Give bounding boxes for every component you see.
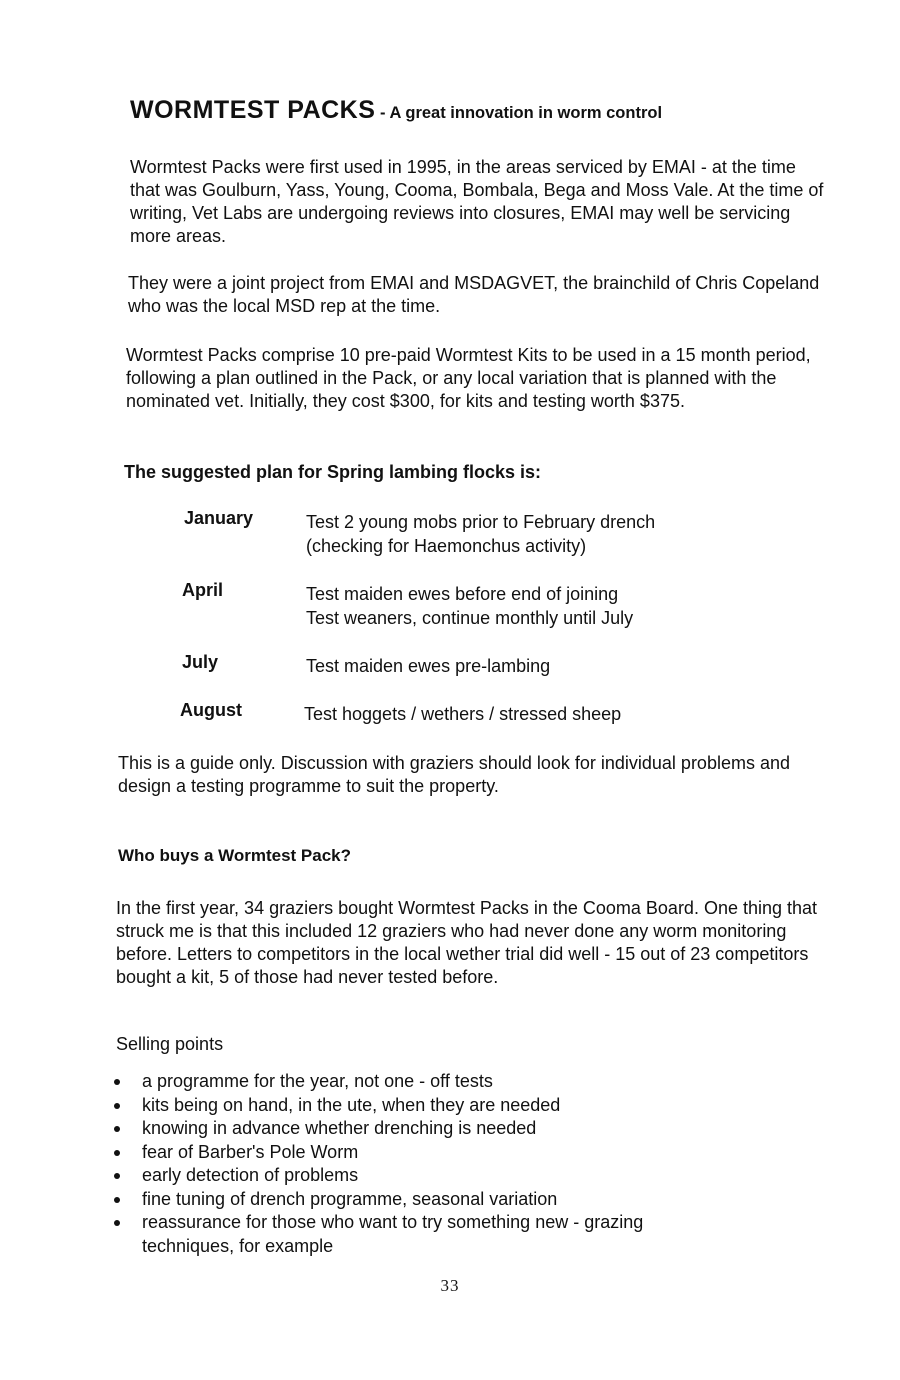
plan-description-line: Test weaners, continue monthly until July bbox=[306, 608, 634, 628]
list-item-text: a programme for the year, not one - off tests bbox=[142, 1071, 493, 1091]
list-item-text: fear of Barber's Pole Worm bbox=[142, 1141, 359, 1162]
plan-month: August bbox=[180, 700, 242, 720]
list-item-text: early detection of problems bbox=[142, 1165, 359, 1185]
plan-month: April bbox=[182, 580, 224, 600]
list-item bbox=[110, 1188, 790, 1212]
selling-points-list bbox=[110, 1070, 790, 1258]
bullet-icon bbox=[114, 1220, 120, 1226]
intro-paragraph-2: They were a joint project from EMAI and MSDAGVET, the brainchild of Chris Copeland who was the local MSD rep at the time. bbox=[128, 273, 820, 316]
plan-description-line: (checking for Haemonchus activity) bbox=[306, 536, 587, 556]
plan-description bbox=[306, 654, 550, 678]
page-title bbox=[130, 96, 830, 125]
plan-description-line: Test maiden ewes before end of joining bbox=[306, 584, 619, 604]
list-item-text: fine tuning of drench programme, seasonal variation bbox=[142, 1188, 558, 1209]
buyers-paragraph: In the first year, 34 graziers bought Wormtest Packs in the Cooma Board. One thing that struck me is that this included 12 graziers who had never done any worm monitoring before. Letters to competitors in the local wether trial did well - 15 out of 23 competitors bought a kit, 5 of those had never tested before. bbox=[116, 898, 818, 987]
list-item bbox=[110, 1211, 790, 1258]
page-number: 33 bbox=[440, 1276, 460, 1295]
plan-description bbox=[306, 582, 633, 630]
bullet-icon bbox=[114, 1150, 120, 1156]
bullet-icon bbox=[114, 1173, 120, 1179]
list-item-text: knowing in advance whether drenching is needed bbox=[142, 1118, 537, 1138]
selling-points-label: Selling points bbox=[116, 1034, 224, 1054]
list-item bbox=[110, 1164, 790, 1188]
plan-month: July bbox=[182, 652, 219, 672]
plan-month: January bbox=[184, 508, 254, 528]
list-item-text: kits being on hand, in the ute, when they are needed bbox=[142, 1094, 561, 1115]
bullet-icon bbox=[114, 1079, 120, 1085]
list-item bbox=[110, 1141, 790, 1165]
plan-description bbox=[304, 702, 621, 726]
plan-description-line: Test maiden ewes pre-lambing bbox=[306, 656, 551, 676]
buyers-heading: Who buys a Wormtest Pack? bbox=[118, 846, 352, 865]
bullet-icon bbox=[114, 1103, 120, 1109]
bullet-icon bbox=[114, 1197, 120, 1203]
title-main: WORMTEST PACKS bbox=[130, 96, 376, 124]
plan-description-line: Test hoggets / wethers / stressed sheep bbox=[304, 704, 622, 724]
title-subtitle: - A great innovation in worm control bbox=[375, 104, 663, 122]
bullet-icon bbox=[114, 1126, 120, 1132]
intro-paragraph-3: Wormtest Packs comprise 10 pre-paid Wormtest Kits to be used in a 15 month period, following a plan outlined in the Pack, or any local variation that is planned with the nominated vet. Initially, they cost $300, for kits and testing worth $375. bbox=[126, 345, 811, 411]
plan-description bbox=[306, 510, 655, 558]
list-item-text: reassurance for those who want to try something new - grazing techniques, for example bbox=[142, 1212, 644, 1256]
intro-paragraph-1: Wormtest Packs were first used in 1995, in the areas serviced by EMAI - at the time that was Goulburn, Yass, Young, Cooma, Bombala, Bega and Moss Vale. At the time of writing, Vet Labs are undergoing reviews into closures, EMAI may well be servicing more areas. bbox=[130, 157, 824, 246]
plan-description-line: Test 2 young mobs prior to February drench bbox=[306, 512, 656, 532]
list-item bbox=[110, 1117, 790, 1141]
plan-heading: The suggested plan for Spring lambing flocks is: bbox=[124, 462, 542, 482]
list-item bbox=[110, 1094, 790, 1118]
list-item bbox=[110, 1070, 790, 1094]
plan-note: This is a guide only. Discussion with graziers should look for individual problems and design a testing programme to suit the property. bbox=[118, 753, 790, 796]
